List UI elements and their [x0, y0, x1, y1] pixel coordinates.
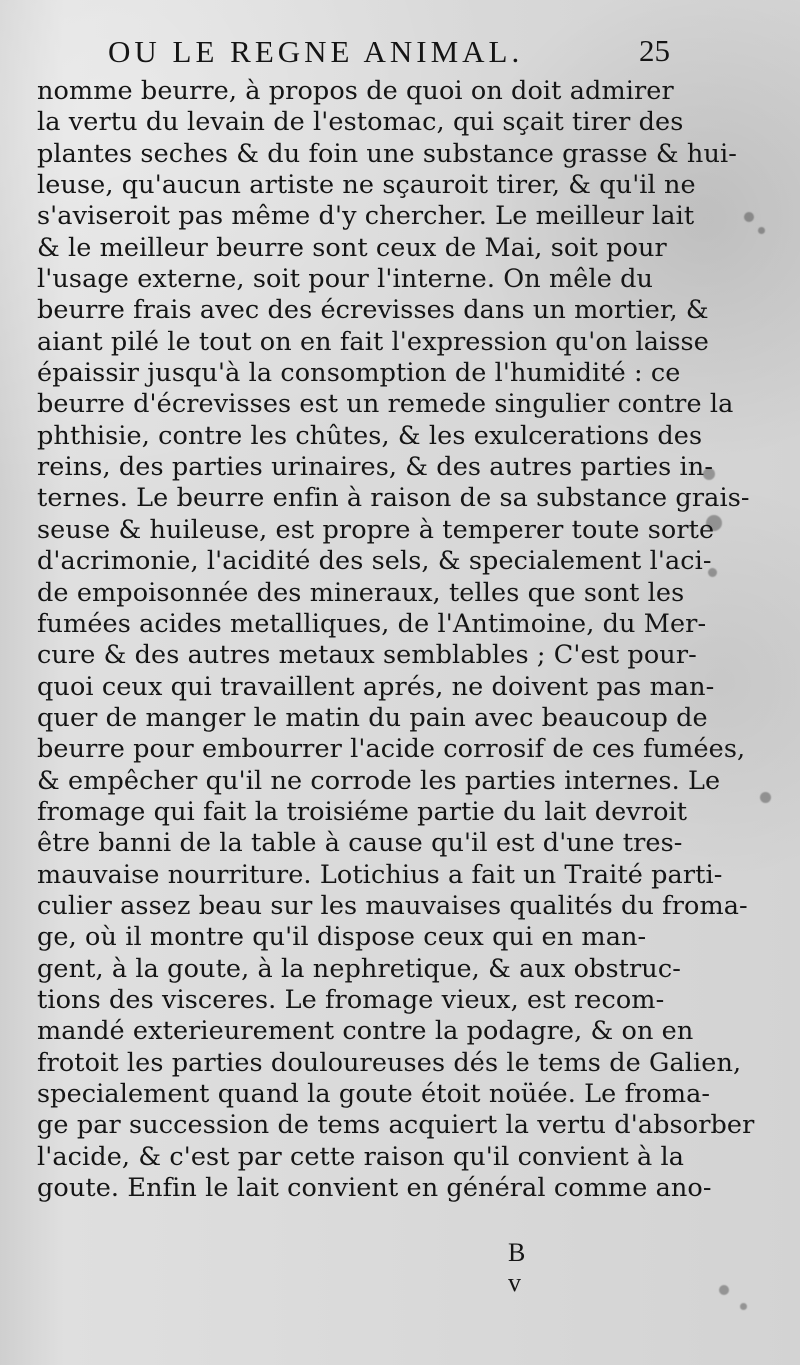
- text-line: nomme beurre, à propos de quoi on doit admirer: [37, 76, 674, 106]
- text-line: goute. Enfin le lait convient en général comme ano-: [37, 1173, 712, 1204]
- text-line: l'usage externe, soit pour l'interne. On mêle du: [37, 264, 654, 295]
- text-line: mauvaise nourriture. Lotichius a fait un Traité parti-: [37, 859, 723, 890]
- text-line: frotoit les parties douloureuses dés le tems de Galien,: [37, 1047, 742, 1078]
- text-line: fromage qui fait la troisiéme partie du lait devroit: [37, 796, 688, 827]
- text-line: aiant pilé le tout on en fait l'expression qu'on laisse: [37, 326, 709, 357]
- text-line: reins, des parties urinaires, & des autres parties in-: [37, 452, 714, 483]
- text-line: gent, à la goute, à la nephretique, & aux obstruc-: [37, 953, 681, 984]
- running-head: OU LE REGNE ANIMAL.: [108, 34, 524, 69]
- text-line: ge par succession de tems acquiert la vertu d'absorber: [37, 1110, 755, 1141]
- text-line: seuse & huileuse, est propre à temperer toute sorte: [37, 514, 715, 545]
- text-line: la vertu du levain de l'estomac, qui sçait tirer des: [37, 107, 684, 138]
- text-line: ternes. Le beurre enfin à raison de sa substance grais-: [37, 483, 750, 514]
- text-line: l'acide, & c'est par cette raison qu'il convient à la: [37, 1141, 685, 1172]
- ink-spot: [760, 792, 771, 803]
- text-line: quer de manger le matin du pain avec beaucoup de: [37, 702, 708, 733]
- text-line: être banni de la table à cause qu'il est d'une tres-: [37, 828, 683, 859]
- text-line: culier assez beau sur les mauvaises qualités du froma-: [37, 890, 748, 921]
- text-line: specialement quand la goute étoit noüée. Le froma-: [37, 1079, 711, 1109]
- page-number: 25: [639, 33, 670, 68]
- body-text: [37, 76, 755, 1204]
- text-line: phthisie, contre les chûtes, & les exulcerations des: [37, 420, 703, 451]
- text-line: cure & des autres metaux semblables ; C'est pour-: [37, 640, 697, 671]
- text-line: d'acrimonie, l'acidité des sels, & specialement l'aci-: [37, 546, 712, 577]
- text-line: fumées acides metalliques, de l'Antimoine, du Mer-: [37, 608, 707, 639]
- text-line: ge, où il montre qu'il dispose ceux qui en man-: [37, 922, 647, 953]
- text-line: plantes seches & du foin une substance grasse & hui-: [37, 138, 737, 169]
- text-line: beurre pour embourrer l'acide corrosif de ces fumées,: [37, 734, 746, 765]
- text-line: beurre frais avec des écrevisses dans un mortier, &: [37, 295, 709, 326]
- ink-spot: [758, 227, 765, 234]
- ink-spot: [744, 212, 754, 222]
- text-line: tions des visceres. Le fromage vieux, est recom-: [37, 984, 665, 1015]
- text-line: de empoisonnée des mineraux, telles que sont les: [37, 577, 685, 608]
- text-line: & le meilleur beurre sont ceux de Mai, soit pour: [37, 232, 667, 263]
- text-line: quoi ceux qui travaillent aprés, ne doivent pas man-: [37, 671, 715, 702]
- ink-spot: [740, 1303, 747, 1310]
- text-line: leuse, qu'aucun artiste ne sçauroit tirer, & qu'il ne: [37, 170, 696, 201]
- text-line: s'aviseroit pas même d'y chercher. Le meilleur lait: [37, 201, 695, 232]
- ink-spot: [719, 1285, 729, 1295]
- text-line: beurre d'écrevisses est un remede singulier contre la: [37, 389, 734, 420]
- signature-mark: B v: [508, 1238, 538, 1297]
- text-line: mandé exterieurement contre la podagre, & on en: [37, 1016, 694, 1047]
- text-line: & empêcher qu'il ne corrode les parties internes. Le: [37, 765, 721, 796]
- text-line: épaissir jusqu'à la consomption de l'humidité : ce: [37, 358, 681, 389]
